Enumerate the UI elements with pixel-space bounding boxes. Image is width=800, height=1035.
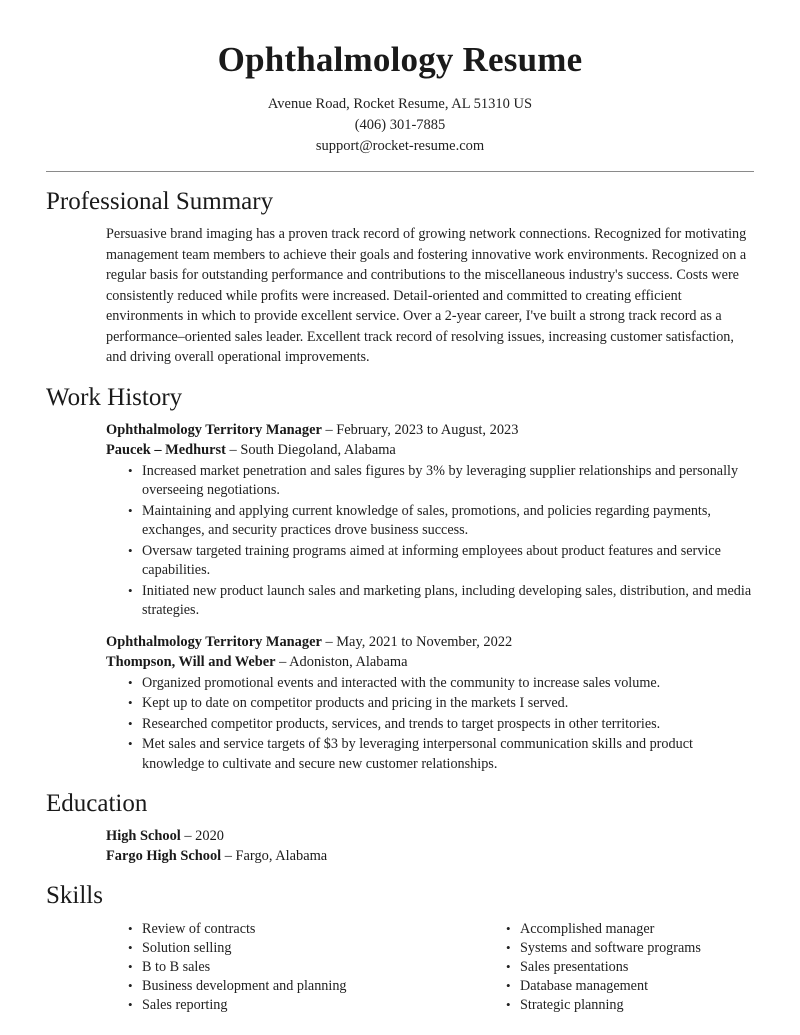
job-location: – Adoniston, Alabama bbox=[279, 653, 408, 670]
job-bullets bbox=[106, 462, 754, 621]
section-education bbox=[46, 788, 754, 866]
job-title: Ophthalmology Territory Manager bbox=[106, 421, 322, 438]
job-company: Thompson, Will and Weber bbox=[106, 653, 276, 670]
list-item: • Solution selling bbox=[128, 939, 422, 958]
list-item: • Strategic planning bbox=[506, 996, 754, 1015]
skills-column-left bbox=[106, 918, 430, 1015]
job-location: – South Diegoland, Alabama bbox=[229, 441, 396, 458]
contact-email: support@rocket-resume.com bbox=[315, 138, 485, 154]
list-item: • Database management bbox=[506, 977, 754, 996]
skills-list-right bbox=[484, 920, 754, 1015]
job-company-line bbox=[106, 440, 754, 460]
job-dates: – May, 2021 to November, 2022 bbox=[325, 633, 513, 650]
list-item: • Sales presentations bbox=[506, 958, 754, 977]
summary-body bbox=[46, 224, 754, 368]
list-item: • Kept up to date on competitor products and pricing in the markets I served. bbox=[128, 694, 754, 714]
job-title-line bbox=[106, 420, 754, 440]
education-body bbox=[46, 826, 754, 866]
header-divider bbox=[46, 171, 754, 172]
education-degree-year: – 2020 bbox=[184, 828, 224, 844]
section-heading-summary: Professional Summary bbox=[46, 188, 274, 215]
work-entry bbox=[106, 420, 754, 621]
education-school-line bbox=[106, 846, 754, 866]
list-item: • Increased market penetration and sales figures by 3% by leveraging supplier relationships and personally overseeing negotiations. bbox=[128, 462, 754, 501]
section-professional-summary bbox=[46, 186, 754, 368]
list-item: • Maintaining and applying current knowledge of sales, promotions, and policies regarding payments, exchanges, and security practices drove business success. bbox=[128, 502, 754, 541]
list-item: • Initiated new product launch sales and marketing plans, including developing sales, distribution, and media strategies. bbox=[128, 582, 754, 621]
contact-address: Avenue Road, Rocket Resume, AL 51310 US bbox=[267, 96, 533, 112]
list-item: • Oversaw targeted training programs aimed at informing employees about product features and service capabilities. bbox=[128, 542, 754, 581]
section-heading-skills: Skills bbox=[46, 882, 103, 909]
list-item: • Organized promotional events and interacted with the community to increase sales volume. bbox=[128, 674, 754, 694]
job-title-line bbox=[106, 632, 754, 652]
list-item: • Researched competitor products, services, and trends to target prospects in other territories. bbox=[128, 715, 754, 735]
skills-body bbox=[46, 918, 754, 1015]
page-title: Ophthalmology Resume bbox=[217, 40, 583, 79]
list-item: • B to B sales bbox=[128, 958, 422, 977]
list-item: • Sales reporting bbox=[128, 996, 422, 1015]
section-work-history bbox=[46, 382, 754, 775]
education-degree: High School bbox=[106, 828, 181, 844]
job-title: Ophthalmology Territory Manager bbox=[106, 633, 322, 650]
section-heading-work: Work History bbox=[46, 383, 183, 411]
summary-text: Persuasive brand imaging has a proven track record of growing network connections. Recognized for motivating management team members to achieve their goals and fostering innovative work environments. Recognized on a regular basis for outstanding performance and contributions to the miscellaneous industry's success. Costs were consistently reduced while profits were increased. Detail-oriented and committed to creating efficient environments in which to provide excellent service. Over a 2-year career, I've built a strong track record as a performance–oriented sales leader. Excellent track record of resolving issues, increasing customer satisfaction, and driving overall operational improvements. bbox=[106, 226, 747, 365]
section-heading-education: Education bbox=[46, 790, 148, 817]
list-item: • Business development and planning bbox=[128, 977, 422, 996]
work-entry bbox=[106, 632, 754, 775]
section-skills bbox=[46, 880, 754, 1015]
job-bullets bbox=[106, 674, 754, 775]
contact-phone: (406) 301-7885 bbox=[354, 117, 446, 133]
education-school-location: – Fargo, Alabama bbox=[224, 848, 328, 864]
skills-columns bbox=[106, 918, 754, 1015]
skills-list-left bbox=[106, 920, 422, 1015]
work-body bbox=[46, 420, 754, 775]
skills-column-right bbox=[430, 918, 754, 1015]
list-item: • Systems and software programs bbox=[506, 939, 754, 958]
list-item: • Met sales and service targets of $3 by leveraging interpersonal communication skills and product knowledge to cultivate and secure new customer relationships. bbox=[128, 735, 754, 774]
education-school: Fargo High School bbox=[106, 848, 222, 864]
list-item: • Accomplished manager bbox=[506, 920, 754, 939]
job-dates: – February, 2023 to August, 2023 bbox=[325, 421, 519, 438]
list-item: • Review of contracts bbox=[128, 920, 422, 939]
job-company-line bbox=[106, 652, 754, 672]
education-degree-line bbox=[106, 826, 754, 846]
job-company: Paucek – Medhurst bbox=[106, 441, 226, 458]
